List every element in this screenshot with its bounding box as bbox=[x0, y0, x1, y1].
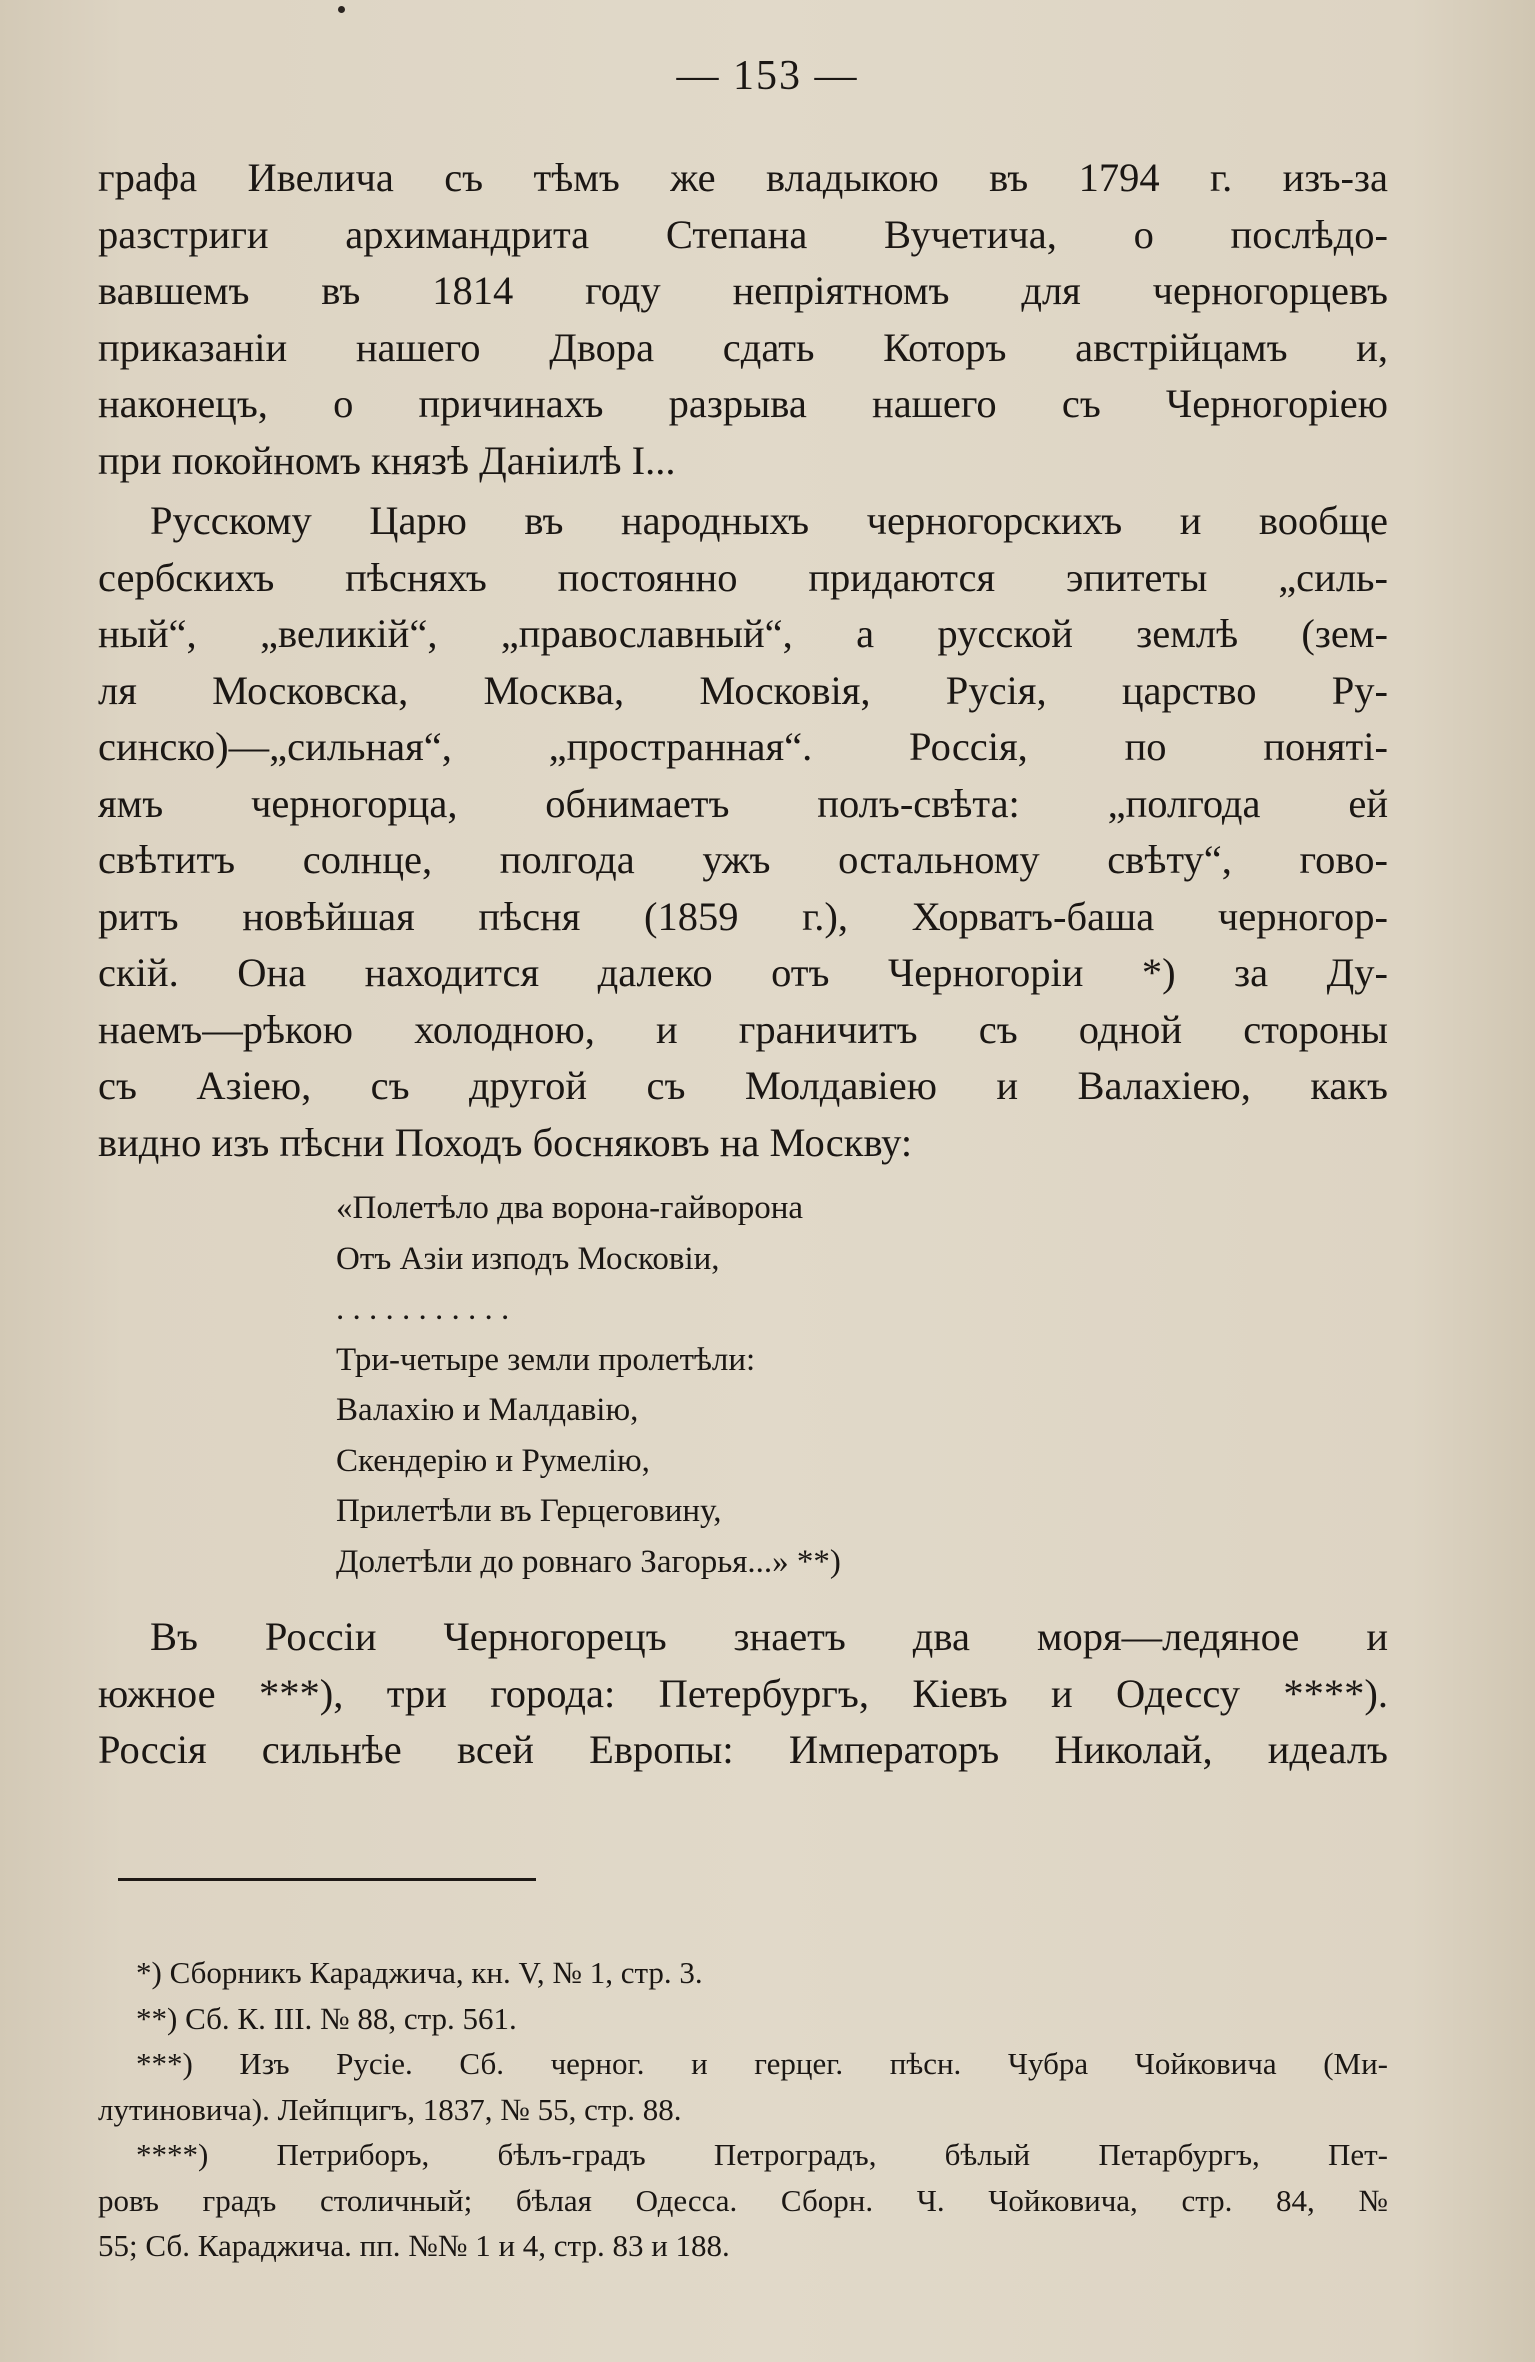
footnote-continuation: ровъ градъ столичный; бѣлая Одесса. Сборн. Ч. Чойковича, стр. 84, № bbox=[98, 2182, 1388, 2218]
main-text bbox=[98, 150, 1388, 1779]
text-line: графа Ивелича съ тѣмъ же владыкою въ 1794 г. изъ-за bbox=[98, 155, 1388, 200]
text-line: Россія сильнѣе всей Европы: Императоръ Николай, идеалъ bbox=[98, 1727, 1388, 1772]
text-line: вавшемъ въ 1814 году непріятномъ для черногорцевъ bbox=[98, 268, 1388, 313]
page-number: — 153 — bbox=[676, 53, 859, 99]
verse-line: Прилетѣли въ Герцеговину, bbox=[336, 1493, 722, 1529]
footnote: ****) Петриборъ, бѣлъ-градъ Петроградъ, бѣлый Петарбургъ, Пет- bbox=[136, 2137, 1388, 2172]
text-line: скій. Она находится далеко отъ Черногоріи *) за Ду- bbox=[98, 950, 1388, 995]
paragraph-2 bbox=[98, 493, 1388, 1171]
text-line: Русскому Царю въ народныхъ черногорскихъ и вообще bbox=[150, 498, 1388, 543]
footnote-continuation: лутиновича). Лейпцигъ, 1837, № 55, стр. 88. bbox=[98, 2091, 682, 2127]
verse-line: Валахію и Малдавію, bbox=[336, 1392, 639, 1428]
text-line: ямъ черногорца, обнимаетъ полъ-свѣта: „полгода ей bbox=[98, 780, 1388, 826]
text-line: ля Московска, Москва, Московія, Русія, царство Ру- bbox=[98, 667, 1388, 713]
verse-line: Долетѣли до ровнаго Загорья...» **) bbox=[336, 1543, 841, 1580]
text-line: наемъ—рѣкою холодною, и граничитъ съ одной стороны bbox=[98, 1006, 1388, 1052]
text-line: Въ Россіи Черногорецъ знаетъ два моря—ледяное и bbox=[150, 1614, 1388, 1659]
text-line: южное ***), три города: Петербургъ, Кіевъ и Одессу ****). bbox=[98, 1670, 1388, 1716]
footnote-divider bbox=[118, 1878, 536, 1881]
text-line: сербскихъ пѣсняхъ постоянно придаются эпитеты „силь- bbox=[98, 554, 1388, 600]
text-line: синско)—„сильная“, „пространная“. Россія, по понятi- bbox=[98, 724, 1388, 769]
verse-line: Три-четыре земли пролетѣли: bbox=[336, 1341, 756, 1378]
footnote: *) Сборникъ Караджича, кн. V, № 1, стр. 3. bbox=[136, 1955, 703, 1990]
verse-line: «Полетѣло два ворона-гайворона bbox=[336, 1190, 804, 1226]
text-line: свѣтитъ солнце, полгода ужъ остальному свѣту“, гово- bbox=[98, 837, 1388, 882]
text-line: наконецъ, о причинахъ разрыва нашего съ Черногоріею bbox=[98, 381, 1388, 426]
footnotes bbox=[98, 1950, 1388, 2269]
text-line: ный“, „великій“, „православный“, а русской землѣ (зем- bbox=[98, 611, 1388, 656]
verse-line: Отъ Азіи изподъ Московіи, bbox=[336, 1240, 720, 1277]
text-line: съ Азіею, съ другой съ Молдавіею и Валахіею, какъ bbox=[98, 1063, 1388, 1108]
ink-dot bbox=[338, 6, 345, 13]
text-line: видно изъ пѣсни Походъ босняковъ на Москву: bbox=[98, 1119, 913, 1165]
paragraph-1 bbox=[98, 150, 1388, 489]
verse-quote bbox=[336, 1183, 1388, 1587]
footnote: ***) Изъ Русіе. Сб. черног. и герцег. пѣсн. Чубра Чойковича (Ми- bbox=[136, 2046, 1388, 2081]
text-line: ритъ новѣйшая пѣсня (1859 г.), Хорватъ-баша черногор- bbox=[98, 893, 1388, 939]
paragraph-3 bbox=[98, 1609, 1388, 1779]
text-line: разстриги архимандрита Степана Вучетича, о послѣдо- bbox=[98, 211, 1388, 257]
footnote: **) Сб. К. III. № 88, стр. 561. bbox=[136, 2000, 517, 2036]
footnote-continuation: 55; Сб. Караджича. пп. №№ 1 и 4, стр. 83 и 188. bbox=[98, 2228, 730, 2263]
verse-line: Скендерію и Румелію, bbox=[336, 1442, 650, 1479]
text-line: приказаніи нашего Двора сдать Которъ австрійцамъ и, bbox=[98, 324, 1388, 370]
verse-ellipsis: . . . . . . . . . . . bbox=[336, 1291, 510, 1327]
text-line: при покойномъ князѣ Даніилѣ I... bbox=[98, 437, 676, 483]
